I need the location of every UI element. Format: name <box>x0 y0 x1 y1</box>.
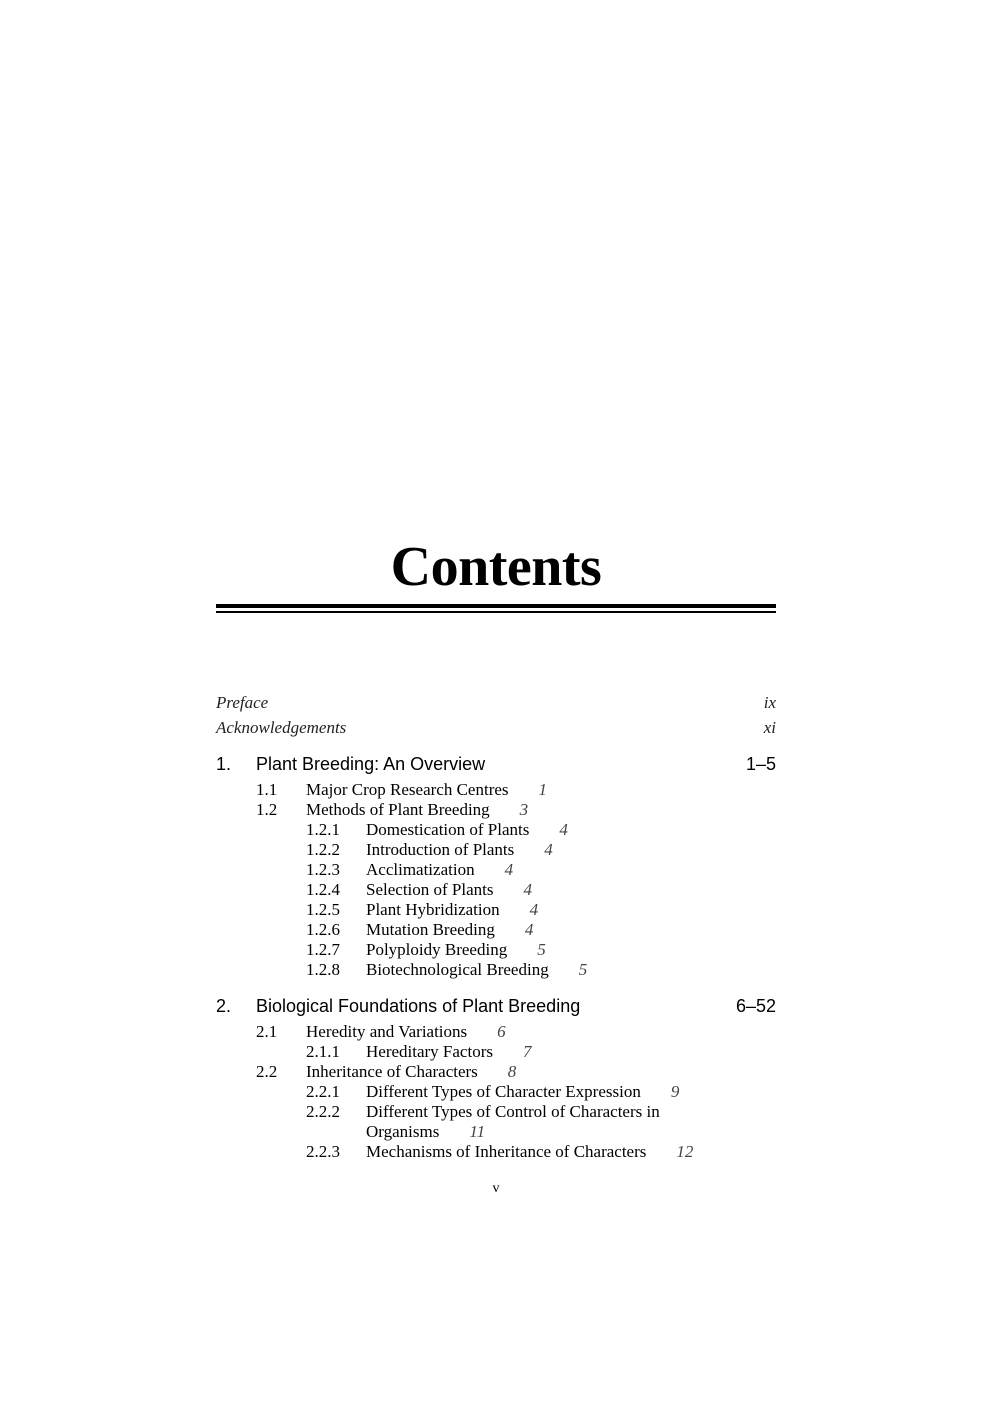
subsection-title: Mutation Breeding <box>366 920 495 939</box>
toc-front-matter-page: ix <box>763 693 776 712</box>
chapter-page-range: 1–5 <box>745 754 776 774</box>
toc-front-matter-label: Acknowledgements <box>216 718 347 737</box>
subsection-page: 4 <box>529 900 539 919</box>
chapter-number: 1. <box>216 754 232 774</box>
section-page: 6 <box>497 1022 506 1041</box>
chapter-number: 2. <box>216 996 232 1016</box>
chapter-page-range: 6–52 <box>735 996 776 1016</box>
section-page: 1 <box>538 780 548 799</box>
subsection-number: 1.2.3 <box>306 860 340 879</box>
subsection-page: 4 <box>544 840 553 859</box>
toc-chapter-1[interactable] <box>216 751 776 777</box>
section-title: Major Crop Research Centres <box>306 780 509 799</box>
subsection-number: 1.2.6 <box>306 920 340 939</box>
subsection-title: Biotechnological Breeding <box>366 960 549 979</box>
subsection-number: 1.2.4 <box>306 880 340 899</box>
title-double-rule <box>216 604 776 615</box>
toc-chapter-2[interactable] <box>216 993 776 1019</box>
subsection-number: 1.2.2 <box>306 840 340 859</box>
subsection-page: 4 <box>559 820 568 839</box>
subsection-number: 2.2.2 <box>306 1102 340 1121</box>
toc-front-matter-label: Preface <box>216 693 269 712</box>
toc-front-matter-preface[interactable] <box>216 691 776 715</box>
section-title: Inheritance of Characters <box>306 1062 478 1081</box>
section-number: 1.1 <box>256 780 278 799</box>
page-title: Contents <box>390 536 602 598</box>
chapter-title: Biological Foundations of Plant Breeding <box>256 996 581 1016</box>
subsection-number: 2.1.1 <box>306 1042 340 1061</box>
page-folio: v <box>492 1181 500 1196</box>
subsection-page: 11 <box>469 1122 486 1141</box>
section-number: 2.2 <box>256 1062 278 1081</box>
section-number: 2.1 <box>256 1022 278 1041</box>
chapter-title: Plant Breeding: An Overview <box>256 754 486 774</box>
subsection-page: 12 <box>676 1142 694 1161</box>
subsection-number: 1.2.5 <box>306 900 340 919</box>
subsection-title: Selection of Plants <box>366 880 494 899</box>
section-title: Heredity and Variations <box>306 1022 468 1041</box>
subsection-title: Introduction of Plants <box>366 840 515 859</box>
subsection-number: 1.2.1 <box>306 820 340 839</box>
section-page: 3 <box>519 800 529 819</box>
subsection-title: Mechanisms of Inheritance of Characters <box>366 1142 647 1161</box>
subsection-title-continued: Organisms <box>366 1122 440 1141</box>
subsection-page: 5 <box>537 940 546 959</box>
subsection-title: Different Types of Character Expression <box>366 1082 641 1101</box>
section-page: 8 <box>507 1062 517 1081</box>
section-number: 1.2 <box>256 800 278 819</box>
subsection-title: Different Types of Control of Characters in <box>366 1102 660 1121</box>
subsection-number: 2.2.3 <box>306 1142 340 1161</box>
subsection-page: 9 <box>670 1082 680 1101</box>
toc-front-matter-acknowledgements[interactable] <box>216 716 776 740</box>
subsection-page: 4 <box>504 860 514 879</box>
subsection-page: 4 <box>523 880 532 899</box>
subsection-page: 7 <box>522 1042 532 1061</box>
subsection-page: 4 <box>524 920 534 939</box>
subsection-number: 1.2.8 <box>306 960 340 979</box>
rule-thin-line <box>216 611 776 613</box>
rule-thick-line <box>216 604 776 608</box>
subsection-page: 5 <box>578 960 588 979</box>
subsection-title: Plant Hybridization <box>366 900 500 919</box>
toc-front-matter-page: xi <box>763 718 776 737</box>
section-title: Methods of Plant Breeding <box>306 800 490 819</box>
subsection-title: Hereditary Factors <box>366 1042 493 1061</box>
subsection-number: 2.2.1 <box>306 1082 340 1101</box>
subsection-number: 1.2.7 <box>306 940 340 959</box>
subsection-title: Polyploidy Breeding <box>366 940 508 959</box>
subsection-title: Acclimatization <box>366 860 475 879</box>
subsection-title: Domestication of Plants <box>366 820 530 839</box>
